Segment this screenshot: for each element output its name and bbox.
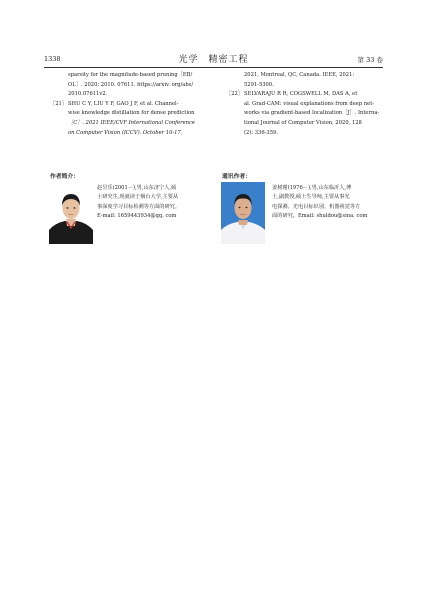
reference-line: al. Grad-CAM: visual explanations from deep net- <box>244 100 375 107</box>
author-bio-heading: 作者简介： <box>50 174 79 180</box>
bio-line: 事深度学习目标检测等方面的研究。 <box>97 203 181 210</box>
reference-21 <box>50 100 213 138</box>
running-header <box>44 52 383 66</box>
references-left-column <box>50 71 213 138</box>
page-number: 1338 <box>44 55 61 63</box>
reference-number: ［22］ <box>226 91 243 98</box>
reference-line: 2010.07611v2. <box>68 91 108 98</box>
reference-line: wise knowledge distillation for dense prediction <box>68 110 195 117</box>
reference-line: tional Journal of Computer Vision, 2020, 128 <box>244 119 362 126</box>
corresponding-author-bio-text <box>272 184 382 222</box>
bio-line: 姜树瑾(1976－),男,山东临沂人,博 <box>272 185 352 191</box>
reference-number: ［21］ <box>50 100 67 107</box>
reference-20-continuation <box>50 71 213 100</box>
header-rule <box>44 67 383 68</box>
bio-line: 士研究生,现就读于烟台大学,主要从 <box>97 194 179 201</box>
reference-22 <box>226 90 382 138</box>
reference-line: works via gradient-based localization［J］. Interna- <box>244 110 380 117</box>
journal-title: 光学 精密工程 <box>178 55 249 65</box>
author-bio-text <box>97 184 215 222</box>
reference-line: ［C］. 2021 IEEE/CVF International Conference <box>68 119 195 126</box>
references-right-column <box>226 71 382 138</box>
volume-label: 第 33 卷 <box>357 56 383 64</box>
author-photo <box>49 182 93 244</box>
bio-line: 电探测、光电目标识别、机器视觉等方 <box>272 203 361 210</box>
corresponding-author-heading: 通讯作者： <box>222 174 251 180</box>
reference-line: (2): 336-359. <box>244 129 278 136</box>
reference-line: on Computer Vision (ICCV). October 10-17, <box>68 129 183 136</box>
reference-line: 2021, Montreal, QC, Canada. IEEE, 2021: <box>244 72 355 78</box>
reference-line: SELVARAJU R R, COGSWELL M, DAS A, et <box>244 91 358 98</box>
corresponding-author-photo <box>221 182 265 244</box>
reference-line: 5291-5300. <box>244 81 274 88</box>
reference-line: sparsity for the magnitude-based pruning［EB/ <box>68 72 193 78</box>
bio-line: E-mail: 1659443934@qq. com <box>97 213 177 220</box>
bio-line: 士,副教授,硕士生导师,主要从事光 <box>272 194 350 201</box>
bio-line: 面的研究。Email: shuldou@sina. com <box>272 213 368 220</box>
reference-21-continuation <box>226 71 382 90</box>
reference-line: SHU C Y, LIU Y F, GAO J F, et al. Channel- <box>68 100 179 107</box>
reference-line: OL］. 2020; 2010. 07611. https://arxiv. org/abs/ <box>68 81 194 88</box>
bio-line: 赵昱乐(2001－),男,山东济宁人,硕 <box>97 185 177 191</box>
